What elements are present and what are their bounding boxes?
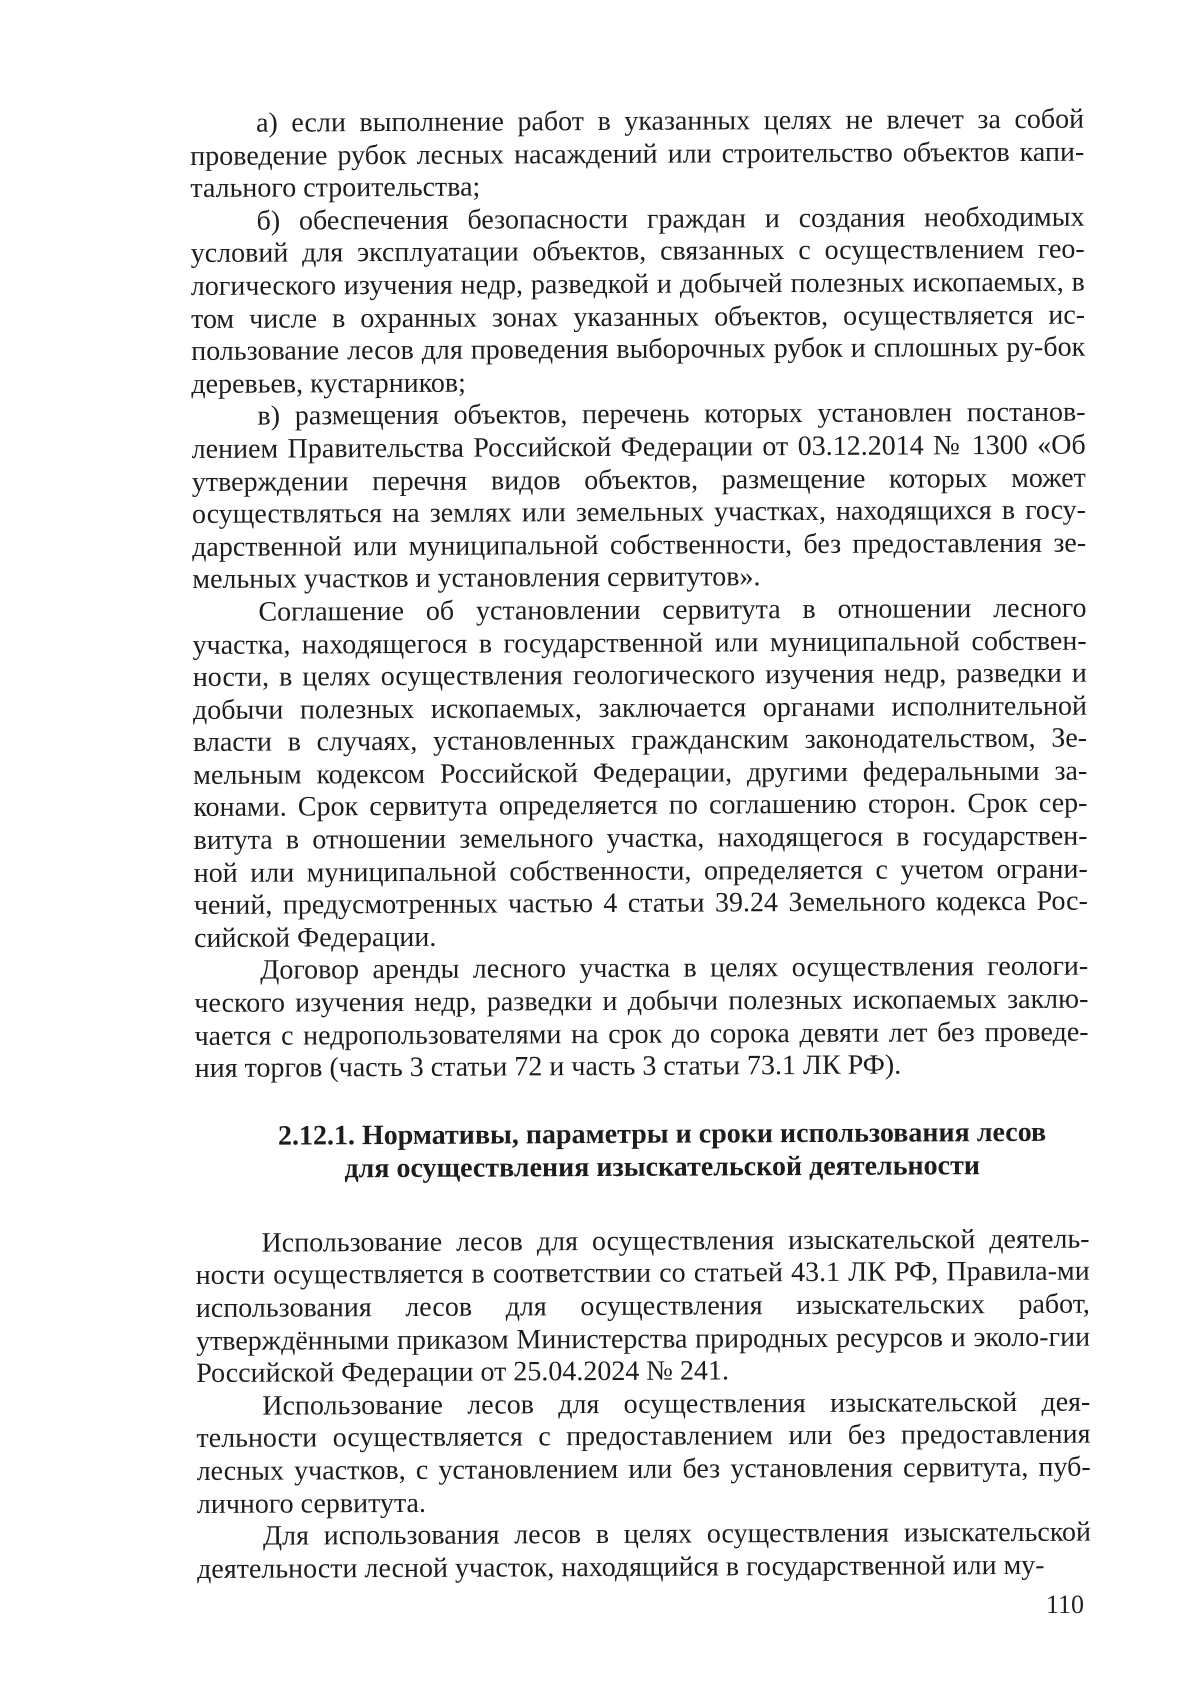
paragraph-survey-land-plot: Для использования лесов в целях осуществления изыскательской деятельности лесной участок, находящийся в государственной или му- <box>197 1516 1092 1585</box>
paragraph-servitude-agreement: Соглашение об установлении сервитута в отношении лесного участка, находящегося в государственной или муниципальной собствен-ности, в целях осуществления геологического изучения недр, разведки и добычи полезных ископаемых, заключается органами исполнительной власти в случаях, установленных гражданским законодательством, Зе-мельным кодексом Российской Федерации, другими федеральными за-конами. Срок сервитута определяется по соглашению сторон. Срок сер-витута в отношении земельного участка, находящегося в государствен-ной или муниципальной собственности, определяется с учетом ограни-чений, предусмотренных частью 4 статьи 39.24 Земельного кодекса Рос-сийской Федерации. <box>192 592 1088 954</box>
section-heading-line-2: для осуществления изыскательской деятельности <box>344 1149 981 1185</box>
document-page <box>190 104 1091 1587</box>
paragraph-item-a: а) если выполнение работ в указанных целях не влечет за собой проведение рубок лесных насаждений или строительство объектов капи-тального строительства; <box>190 103 1085 205</box>
section-heading-line-1: 2.12.1. Нормативы, параметры и сроки использования лесов <box>277 1116 1047 1152</box>
page-number: 110 <box>1046 1590 1085 1619</box>
paragraph-item-v: в) размещения объектов, перечень которых установлен постанов-лением Правительства Российской Федерации от 03.12.2014 № 1300 «Об утверждении перечня видов объектов, размещение которых может осуществляться на землях или земельных участках, находящихся в госу-дарственной или муниципальной собственности, без предоставления зе-мельных участков и установления сервитутов». <box>191 396 1087 596</box>
section-heading <box>195 1115 1089 1185</box>
paragraph-survey-provision: Использование лесов для осуществления изыскательской дея-тельности осуществляется с предоставлением или без предоставления лесных участков, с установлением или без установления сервитута, пуб-личного сервитута. <box>196 1386 1091 1520</box>
paragraph-lease-contract: Договор аренды лесного участка в целях осуществления геологи-ческого изучения недр, разведки и добычи полезных ископаемых заклю-чается с недропользователями на срок до сорока девяти лет без проведе-ния торгов (часть 3 статьи 72 и часть 3 статьи 73.1 ЛК РФ). <box>194 951 1089 1085</box>
paragraph-item-b: б) обеспечения безопасности граждан и создания необходимых условий для эксплуатации объектов, связанных с осуществлением гео-логического изучения недр, разведкой и добычей полезных ископаемых, в том числе в охранных зонах указанных объектов, осуществляется ис-пользование лесов для проведения выборочных рубок и сплошных ру-бок деревьев, кустарников; <box>190 201 1086 400</box>
paragraph-survey-use: Использование лесов для осуществления изыскательской деятель-ности осуществляется в соответствии со статьей 43.1 ЛК РФ, Правила-ми использования лесов для осуществления изыскательских работ, утверждёнными приказом Министерства природных ресурсов и эколо-гии Российской Федерации от 25.04.2024 № 241. <box>195 1223 1091 1390</box>
